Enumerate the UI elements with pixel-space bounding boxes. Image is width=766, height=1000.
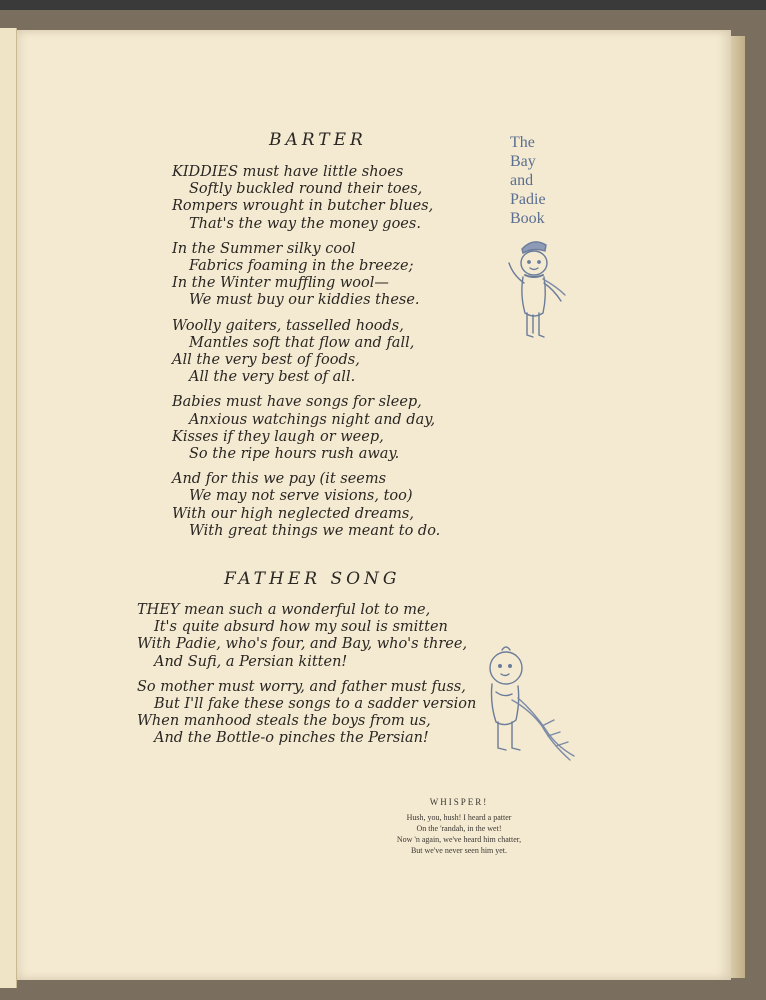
poem-title-barter: BARTER (269, 130, 367, 150)
poem-line: When manhood steals the boys from us, (137, 713, 431, 730)
stanza (172, 241, 440, 310)
poem-line: With great things we meant to do. (189, 522, 441, 539)
book-title-line: Padie (510, 191, 546, 208)
book-title-line: and (510, 172, 534, 189)
page-stack-edge (731, 36, 745, 978)
poem-line: Fabrics foaming in the breeze; (189, 258, 414, 275)
poem-barter (172, 164, 440, 548)
poem-line: And Sufi, a Persian kitten! (154, 653, 348, 670)
poem-line: It's quite absurd how my soul is smitten (154, 619, 448, 636)
poem-line: Anxious watchings night and day, (189, 411, 436, 428)
whisper-line: Hush, you, hush! I heard a patter (406, 813, 512, 822)
poem-line: Babies must have songs for sleep, (172, 394, 422, 411)
poem-line: So the ripe hours rush away. (189, 446, 400, 463)
whisper-line: Now 'n again, we've heard him chatter, (396, 835, 522, 844)
poem-line: In the Summer silky cool (172, 240, 356, 257)
poem-line: We must buy our kiddies these. (189, 292, 420, 309)
poem-line: All the very best of foods, (172, 352, 360, 369)
poem-line: We may not serve visions, too) (189, 488, 413, 505)
whisper-line: On the 'randah, in the wet! (416, 824, 502, 833)
book-title-stamp (510, 133, 546, 228)
stanza (172, 471, 440, 540)
poem-line: With Padie, who's four, and Bay, who's three, (137, 636, 468, 653)
poem-line: But I'll fake these songs to a sadder version (154, 696, 477, 713)
poem-father-song (137, 602, 476, 756)
whisper-title: WHISPER! (429, 797, 489, 807)
poem-line: And for this we pay (it seems (172, 471, 387, 488)
poem-line: In the Winter muffling wool— (172, 275, 389, 292)
poem-line: Mantles soft that flow and fall, (189, 334, 415, 351)
book-title-line: The (510, 134, 535, 151)
poem-line: Rompers wrought in butcher blues, (172, 198, 434, 215)
whisper-verse (338, 797, 580, 856)
stanza (172, 318, 440, 387)
book-page (17, 30, 731, 980)
poem-line: All the very best of all. (189, 369, 356, 386)
stanza (137, 679, 476, 748)
poem-line: So mother must worry, and father must fuss, (137, 678, 466, 695)
book-title-line: Book (510, 210, 545, 227)
book-title-line: Bay (510, 153, 536, 170)
stanza (172, 164, 440, 233)
kewpie-scarf-icon (482, 640, 577, 765)
poem-line: Kisses if they laugh or weep, (172, 428, 384, 445)
poem-line: That's the way the money goes. (189, 215, 421, 232)
poem-line: Softly buckled round their toes, (189, 181, 423, 198)
poem-line: Woolly gaiters, tasselled hoods, (172, 317, 404, 334)
facing-page-edge (0, 28, 17, 988)
poem-line: With our high neglected dreams, (172, 505, 414, 522)
stanza (137, 602, 476, 671)
poem-title-father-song: FATHER SONG (224, 569, 401, 589)
poem-line: KIDDIES must have little shoes (172, 164, 404, 180)
kewpie-sailor-icon (499, 235, 569, 350)
stanza (172, 394, 440, 463)
whisper-line: But we've never seen him yet. (410, 846, 508, 855)
poem-line: THEY mean such a wonderful lot to me, (137, 602, 431, 618)
poem-line: And the Bottle-o pinches the Persian! (154, 730, 429, 747)
